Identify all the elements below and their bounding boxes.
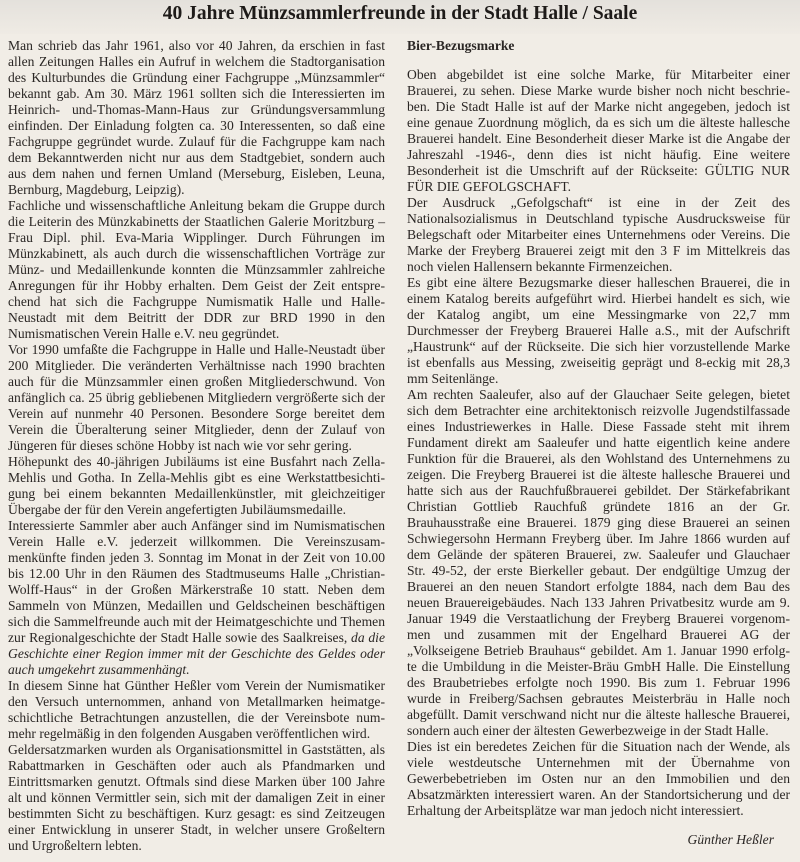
text-line bbox=[8, 246, 385, 262]
text-line bbox=[407, 499, 790, 515]
paragraph bbox=[8, 678, 385, 742]
text-line bbox=[8, 486, 385, 502]
text-line-regular: Erhaltung der Arbeitsplätze war man jedoch nicht interessiert. bbox=[407, 803, 744, 818]
article-title: 40 Jahre Münzsammlerfreunde in der Stadt Halle / Saale bbox=[162, 3, 638, 24]
text-line bbox=[407, 771, 790, 787]
text-line-regular: „Haustrunk“ auf der Rückseite. Die sich hier vorzustellende Marke bbox=[407, 339, 790, 354]
text-line bbox=[8, 790, 385, 806]
text-line-regular: einem Katalog bereits aufgeführt wird. Hierbei handelt es sich, wie bbox=[407, 291, 790, 306]
text-line bbox=[407, 739, 790, 755]
text-line bbox=[8, 166, 385, 182]
text-line-regular: Nationalsozialismus in Deutschland typische Ausdrucksweise für bbox=[407, 211, 790, 226]
text-line bbox=[8, 134, 385, 150]
text-line bbox=[8, 502, 385, 518]
text-line bbox=[407, 227, 790, 243]
paragraph bbox=[8, 198, 385, 342]
text-line bbox=[407, 787, 790, 803]
text-line bbox=[8, 230, 385, 246]
text-line-regular: Durchmesser der Freyberg Brauerei Halle a.S., mit der Aufschrift bbox=[407, 323, 790, 338]
text-line-italic: Geschichte einer Region immer mit der Geschichte des Geldes oder bbox=[8, 646, 385, 661]
text-line bbox=[8, 758, 385, 774]
paragraph bbox=[407, 387, 790, 739]
text-line bbox=[8, 438, 385, 454]
text-line-regular: Übergabe der für den Verein angefertigten Jubiläumsmedaille. bbox=[8, 502, 347, 517]
text-line-regular: Neustadt mit dem Beitritt der DDR zur BRD 1990 in den bbox=[8, 310, 385, 325]
text-line bbox=[8, 614, 385, 630]
text-line-regular: Christian Gottlieb Rauchfuß gründete 1816 an der Gr. bbox=[407, 499, 790, 514]
text-line bbox=[8, 422, 385, 438]
text-line bbox=[407, 483, 790, 499]
text-line-regular: Januar 1949 die Verstaatlichung der Freyberg Brauerei vorgenom- bbox=[407, 611, 790, 626]
text-line bbox=[407, 691, 790, 707]
text-line bbox=[407, 131, 790, 147]
text-line bbox=[407, 259, 790, 275]
text-line-regular: Man schrieb das Jahr 1961, also vor 40 Jahren, da erschien in fast bbox=[8, 38, 385, 53]
text-line-regular: Belegschaft oder Mitarbeiter eines Unternehmens oder Vereins. Die bbox=[407, 227, 790, 242]
text-line bbox=[407, 659, 790, 675]
text-line bbox=[407, 243, 790, 259]
text-line-regular: Brauerei, zu sehen. Diese Marke wurde bisher noch nicht beschrie- bbox=[407, 83, 790, 98]
text-line bbox=[8, 326, 385, 342]
text-line bbox=[8, 518, 385, 534]
text-line bbox=[407, 403, 790, 419]
text-line-regular: aus dem nahen und fernen Umland (Merseburg, Eisleben, Leuna, bbox=[8, 166, 385, 181]
text-line-regular: Bernburg, Magdeburg, Leipzig). bbox=[8, 182, 185, 197]
text-line bbox=[407, 67, 790, 83]
text-line-regular: Frau Dipl. phil. Eva-Maria Wipplinger. Durch Führungen im bbox=[8, 230, 385, 245]
text-line-regular: auch für die Münzsammler einen großen Mitgliederschwund. Von bbox=[8, 374, 385, 389]
text-line bbox=[407, 643, 790, 659]
text-line-regular: 200 Mitglieder. Die veränderten Verhältnisse nach 1990 brachten bbox=[8, 358, 385, 373]
text-line bbox=[8, 822, 385, 838]
text-line bbox=[407, 547, 790, 563]
text-line bbox=[407, 291, 790, 307]
text-line bbox=[407, 179, 790, 195]
text-line bbox=[8, 182, 385, 198]
text-line bbox=[8, 150, 385, 166]
text-line bbox=[8, 774, 385, 790]
text-line bbox=[8, 214, 385, 230]
text-line-regular: zeigen. Die Freyberg Brauerei ist die älteste hallesche Brauerei und bbox=[407, 467, 790, 482]
text-line-regular: dem Gelände der späteren Brauerei, zw. Saaleufer und Glauchaer bbox=[407, 547, 790, 562]
text-line-regular: Vor 1990 umfaßte die Fachgruppe in Halle und Halle-Neustadt über bbox=[8, 342, 385, 357]
text-line-regular: hatte sich aus der Rauchfußbrauerei gebildet. Der Stärkefabrikant bbox=[407, 483, 790, 498]
text-line bbox=[407, 451, 790, 467]
text-line bbox=[8, 646, 385, 662]
text-line-regular: Fundament direkt am Saaleufer und hatte eigentlich keine andere bbox=[407, 435, 790, 450]
text-line-regular: Brauhausstraße eine Brauerei. 1879 ging diese Brauerei an seinen bbox=[407, 515, 790, 530]
text-line bbox=[407, 211, 790, 227]
text-line-regular: chend hat sich die Fachgruppe Numismatik Halle und Halle- bbox=[8, 294, 385, 309]
text-line bbox=[8, 662, 385, 678]
paragraph bbox=[8, 38, 385, 198]
paragraph bbox=[407, 275, 790, 387]
text-line-regular: te die Umbildung in die Meister-Bräu GmbH Halle. Die Einstellung bbox=[407, 659, 790, 674]
right-column bbox=[407, 67, 790, 819]
text-line bbox=[8, 390, 385, 406]
text-line bbox=[407, 707, 790, 723]
text-line bbox=[407, 531, 790, 547]
text-line bbox=[407, 307, 790, 323]
text-line-regular: Numismatischen Verein Halle e.V. neu gegründet. bbox=[8, 326, 280, 341]
text-line bbox=[407, 755, 790, 771]
text-line-regular: noch vielen Hallensern bekannte Firmenzeichen. bbox=[407, 259, 673, 274]
text-line-regular: In diesem Sinne hat Günther Heßler vom Verein der Numismatiker bbox=[8, 678, 385, 693]
text-line bbox=[407, 323, 790, 339]
text-line-regular: menkünfte finden jeden 3. Sonntag im Monat in der Zeit von 10.00 bbox=[8, 550, 385, 565]
text-line bbox=[8, 102, 385, 118]
paragraph bbox=[8, 742, 385, 854]
text-line-regular: bis 12.00 Uhr in den Räumen des Stadtmuseums Halle „Christian- bbox=[8, 566, 385, 581]
text-line-regular: dem Bekanntwerden nicht nur aus dem Stadtgebiet, sondern auch bbox=[8, 150, 385, 165]
text-line-regular: sich die Sammelfreunde auch mit der Heimatgeschichte und Themen bbox=[8, 614, 385, 629]
text-line bbox=[8, 566, 385, 582]
text-line-regular: Wolff-Haus“ in der Großen Märkerstraße 10 statt. Neben dem bbox=[8, 582, 385, 597]
text-line bbox=[407, 387, 790, 403]
text-line bbox=[8, 86, 385, 102]
text-line bbox=[407, 435, 790, 451]
text-line-regular: Höhepunkt des 40-jährigen Jubiläums ist eine Busfahrt nach Zella- bbox=[8, 454, 385, 469]
text-line-regular: Dies ist ein beredetes Zeichen für die Situation nach der Wende, als bbox=[407, 739, 790, 754]
text-line-regular: Brauerei an den neuen Standort erfolgte 1884, nach dem Bau des bbox=[407, 579, 790, 594]
text-line bbox=[8, 470, 385, 486]
text-line-regular: Der Ausdruck „Gefolgschaft“ ist eine in der Zeit des bbox=[407, 195, 790, 210]
text-line-regular: Verein auf nunmehr 40 Personen. Besondere Sorge bereitet dem bbox=[8, 406, 385, 421]
text-line-regular: Interessierte Sammler aber auch Anfänger sind im Numismatischen bbox=[8, 518, 385, 533]
text-line bbox=[407, 99, 790, 115]
paragraph bbox=[407, 739, 790, 819]
text-line bbox=[407, 515, 790, 531]
text-line-regular: wurde in Freiberg/Sachsen gebrautes Meisterbräu in Halle noch bbox=[407, 691, 790, 706]
text-line bbox=[8, 630, 385, 646]
text-line bbox=[8, 598, 385, 614]
text-line bbox=[8, 198, 385, 214]
text-line-regular: eine genaue Zuordnung möglich, da es sich um die älteste hallesche bbox=[407, 115, 790, 130]
text-line-regular: sondern auch einer der ältesten Gewerbezweige in der Stadt Halle. bbox=[407, 723, 769, 738]
text-line-regular: einfinden. Der Einladung folgten ca. 30 Interessenten, so daß eine bbox=[8, 118, 385, 133]
text-line bbox=[407, 115, 790, 131]
text-line-regular: des Kulturbundes die Gründung einer Fachgruppe „Münzsammler“ bbox=[8, 70, 385, 85]
text-line bbox=[8, 374, 385, 390]
text-line bbox=[407, 467, 790, 483]
text-line-regular: bestimmten Sicht zu beschäftigen. Kurz gesagt: es sind Zeitzeugen bbox=[8, 806, 385, 821]
text-line-regular: Am rechten Saaleufer, also auf der Glauchaer Seite gelegen, bietet bbox=[407, 387, 790, 402]
text-line-regular: Absatzmärkten interessiert waren. An der Standortsicherung und der bbox=[407, 787, 790, 802]
text-line-regular: Funktion für die Brauerei, als den Wohlstand des Unternehmens zu bbox=[407, 451, 790, 466]
text-line bbox=[407, 163, 790, 179]
text-line-regular: Münz- und Medaillenkunde konnten die Münzsammler zahlreiche bbox=[8, 262, 385, 277]
text-line bbox=[407, 371, 790, 387]
text-line bbox=[407, 563, 790, 579]
text-line-regular: Gewerbebetrieben im Osten nur an den Immobilien und den bbox=[407, 771, 790, 786]
text-line-regular: Jüngeren für dieses schöne Hobby ist nach wie vor sehr gering. bbox=[8, 438, 352, 453]
text-line bbox=[8, 310, 385, 326]
text-line-regular: FÜR DIE GEFOLGSCHAFT. bbox=[407, 179, 572, 194]
text-line-regular: „Volkseigene Betrieb Brauhaus“ gebildet. Am 1. Januar 1990 erfolg- bbox=[407, 643, 790, 658]
paragraph bbox=[407, 67, 790, 195]
text-line bbox=[407, 627, 790, 643]
text-line-regular: ist ebenfalls aus Messing, zweiseitig geprägt und 8-eckig mit 28,3 bbox=[407, 355, 790, 370]
text-line-regular: eines Industriewerkes in Halle. Diese Fassade steht mit ihrem bbox=[407, 419, 790, 434]
text-line bbox=[407, 275, 790, 291]
text-line-regular: alt und können Vermittler sein, sich mit der damaligen Zeit in einer bbox=[8, 790, 385, 805]
text-line bbox=[8, 70, 385, 86]
text-line-italic: da die bbox=[351, 630, 385, 645]
text-line-regular: zur Regionalgeschichte der Stadt Halle sowie des Saalkreises, bbox=[8, 630, 352, 645]
text-line-regular: mehr regelmäßig in den folgenden Ausgaben veröffentlichen wird. bbox=[8, 726, 371, 741]
text-line-regular: neuen Brauereigebäudes. Nach 133 Jahren Privatbesitz wurde am 9. bbox=[407, 595, 790, 610]
text-line bbox=[407, 355, 790, 371]
text-line-regular: Münzkabinett, als auch durch die wissenschaftlichen Vorträge zur bbox=[8, 246, 385, 261]
text-line bbox=[8, 278, 385, 294]
text-line-regular: gung bei einem bekannten Medaillenkünstler, mit gleichzeitiger bbox=[8, 486, 385, 501]
text-line-regular: und Urgroßeltern lebten. bbox=[8, 838, 142, 853]
text-line-regular: schichtliche Betrachtungen anzustellen, die der Vereinsbote num- bbox=[8, 710, 385, 725]
text-line-regular: sich dem Betrachter eine architektonisch reizvolle Jugendstilfassade bbox=[407, 403, 790, 418]
text-line bbox=[407, 595, 790, 611]
text-line-regular: Str. 49-52, der erste Bierkeller gebaut. Der endgültige Umzug der bbox=[407, 563, 790, 578]
text-line bbox=[407, 83, 790, 99]
text-line-regular: den Versuch unternommen, anhand von Metallmarken heimatge- bbox=[8, 694, 385, 709]
text-line bbox=[8, 582, 385, 598]
text-line-regular: Fachgruppe gegründet wurde. Zulauf für die Fachgruppe kam nach bbox=[8, 134, 385, 149]
text-line-regular: Brauerei handelt. Eine Besonderheit dieser Marke ist die Angabe der bbox=[407, 131, 790, 146]
text-line bbox=[8, 54, 385, 70]
text-line-regular: anfänglich ca. 25 übrig gebliebenen Mitgliedern vergrößerte sich der bbox=[8, 390, 385, 405]
paragraph bbox=[8, 454, 385, 518]
text-line-regular: Sammeln von Münzen, Medaillen und Geldscheinen beschäftigen bbox=[8, 598, 385, 613]
paragraph bbox=[407, 195, 790, 275]
text-line-regular: men und zusammen mit der Engelhard Brauerei AG der bbox=[407, 627, 790, 642]
text-line-regular: Rabattmarken in Geschäften oder auch als Pfandmarken und bbox=[8, 758, 385, 773]
text-line-regular: des Braubetriebes erfolgte noch 1990. Bis zum 1. Februar 1996 bbox=[407, 675, 790, 690]
text-line bbox=[8, 550, 385, 566]
text-line bbox=[8, 118, 385, 134]
text-line-regular: Besonderheit ist die Umschrift auf der Rückseite: GÜLTIG NUR bbox=[407, 163, 790, 178]
text-line-regular: Eintrittsmarken genutzt. Oftmals sind diese Marken über 100 Jahre bbox=[8, 774, 385, 789]
text-line-regular: der Katalog angibt, um eine Messingmarke von 22,7 mm bbox=[407, 307, 790, 322]
text-line-regular: Verein Halle e.V. jederzeit willkommen. Die Vereinszusam- bbox=[8, 534, 385, 549]
text-line bbox=[8, 294, 385, 310]
text-line-regular: abgefüllt. Damit verschwand nicht nur die älteste hallesche Brauerei, bbox=[407, 707, 790, 722]
text-line-regular: bekannt gab. Am 30. März 1961 sollten sich die Interessierten im bbox=[8, 86, 385, 101]
text-line-regular: ben. Die Stadt Halle ist auf der Marke nicht angegeben, jedoch ist bbox=[407, 99, 790, 114]
text-line-regular: Fachliche und wissenschaftliche Anleitung bekam die Gruppe durch bbox=[8, 198, 385, 213]
text-line bbox=[8, 678, 385, 694]
text-line bbox=[407, 675, 790, 691]
text-line-regular: mm Seitenlänge. bbox=[407, 371, 499, 386]
text-line bbox=[407, 419, 790, 435]
text-line bbox=[8, 38, 385, 54]
text-line bbox=[8, 358, 385, 374]
text-line-regular: Es gibt eine ältere Bezugsmarke dieser halleschen Brauerei, die in bbox=[407, 275, 790, 290]
text-line bbox=[8, 838, 385, 854]
text-line bbox=[407, 611, 790, 627]
text-line bbox=[8, 806, 385, 822]
text-line bbox=[407, 579, 790, 595]
text-line bbox=[407, 339, 790, 355]
text-line bbox=[8, 710, 385, 726]
text-line-regular: Heinrich- und-Thomas-Mann-Haus zur Gründungsversammlung bbox=[8, 102, 385, 117]
text-line bbox=[8, 726, 385, 742]
text-line bbox=[8, 742, 385, 758]
text-line bbox=[8, 694, 385, 710]
text-line bbox=[8, 262, 385, 278]
text-line-regular: Mehlis und Gotha. In Zella-Mehlis gibt es eine Werkstattbesichti- bbox=[8, 470, 385, 485]
text-line-regular: Verein die Überalterung seiner Mitglieder, denn der Zulauf von bbox=[8, 422, 385, 437]
text-line bbox=[407, 723, 790, 739]
text-line bbox=[8, 454, 385, 470]
paragraph bbox=[8, 518, 385, 678]
text-line-regular: Jahreszahl -1946-, denn dies ist nicht häufig. Eine weitere bbox=[407, 147, 790, 162]
text-line-regular: allen Zeitungen Halles ein Aufruf in welchem die Stadtorganisation bbox=[8, 54, 385, 69]
text-line bbox=[407, 195, 790, 211]
section-heading: Bier-Bezugsmarke bbox=[407, 38, 515, 53]
text-line-italic: auch umgekehrt zusammenhängt. bbox=[8, 662, 190, 677]
text-line-regular: Oben abgebildet ist eine solche Marke, für Mitarbeiter einer bbox=[407, 67, 790, 82]
text-line bbox=[407, 803, 790, 819]
text-line-regular: Marke der Freyberg Brauerei zeigt mit den 3 F im Mittelkreis das bbox=[407, 243, 790, 258]
text-line-regular: einer Entwicklung in unserer Stadt, in welcher unsere Großeltern bbox=[8, 822, 385, 837]
paragraph bbox=[8, 342, 385, 454]
text-line-regular: viele westdeutsche Unternehmen mit der Übernahme von bbox=[407, 755, 790, 770]
text-line bbox=[8, 342, 385, 358]
author-signature: Günther Heßler bbox=[687, 832, 774, 847]
left-column bbox=[8, 38, 385, 854]
text-line-regular: Schwiegersohn Hermann Freyberg über. Im Jahre 1866 wurden auf bbox=[407, 531, 790, 546]
text-line bbox=[407, 147, 790, 163]
text-line-regular: die Leiterin des Münzkabinetts der Staatlichen Galerie Moritzburg – bbox=[8, 214, 385, 229]
text-line bbox=[8, 534, 385, 550]
text-line-regular: Geldersatzmarken wurden als Organisationsmittel in Gaststätten, als bbox=[8, 742, 385, 757]
text-line-regular: Anregungen für ihr Hobby erhalten. Dem Geist der Zeit entspre- bbox=[8, 278, 385, 293]
text-line bbox=[8, 406, 385, 422]
